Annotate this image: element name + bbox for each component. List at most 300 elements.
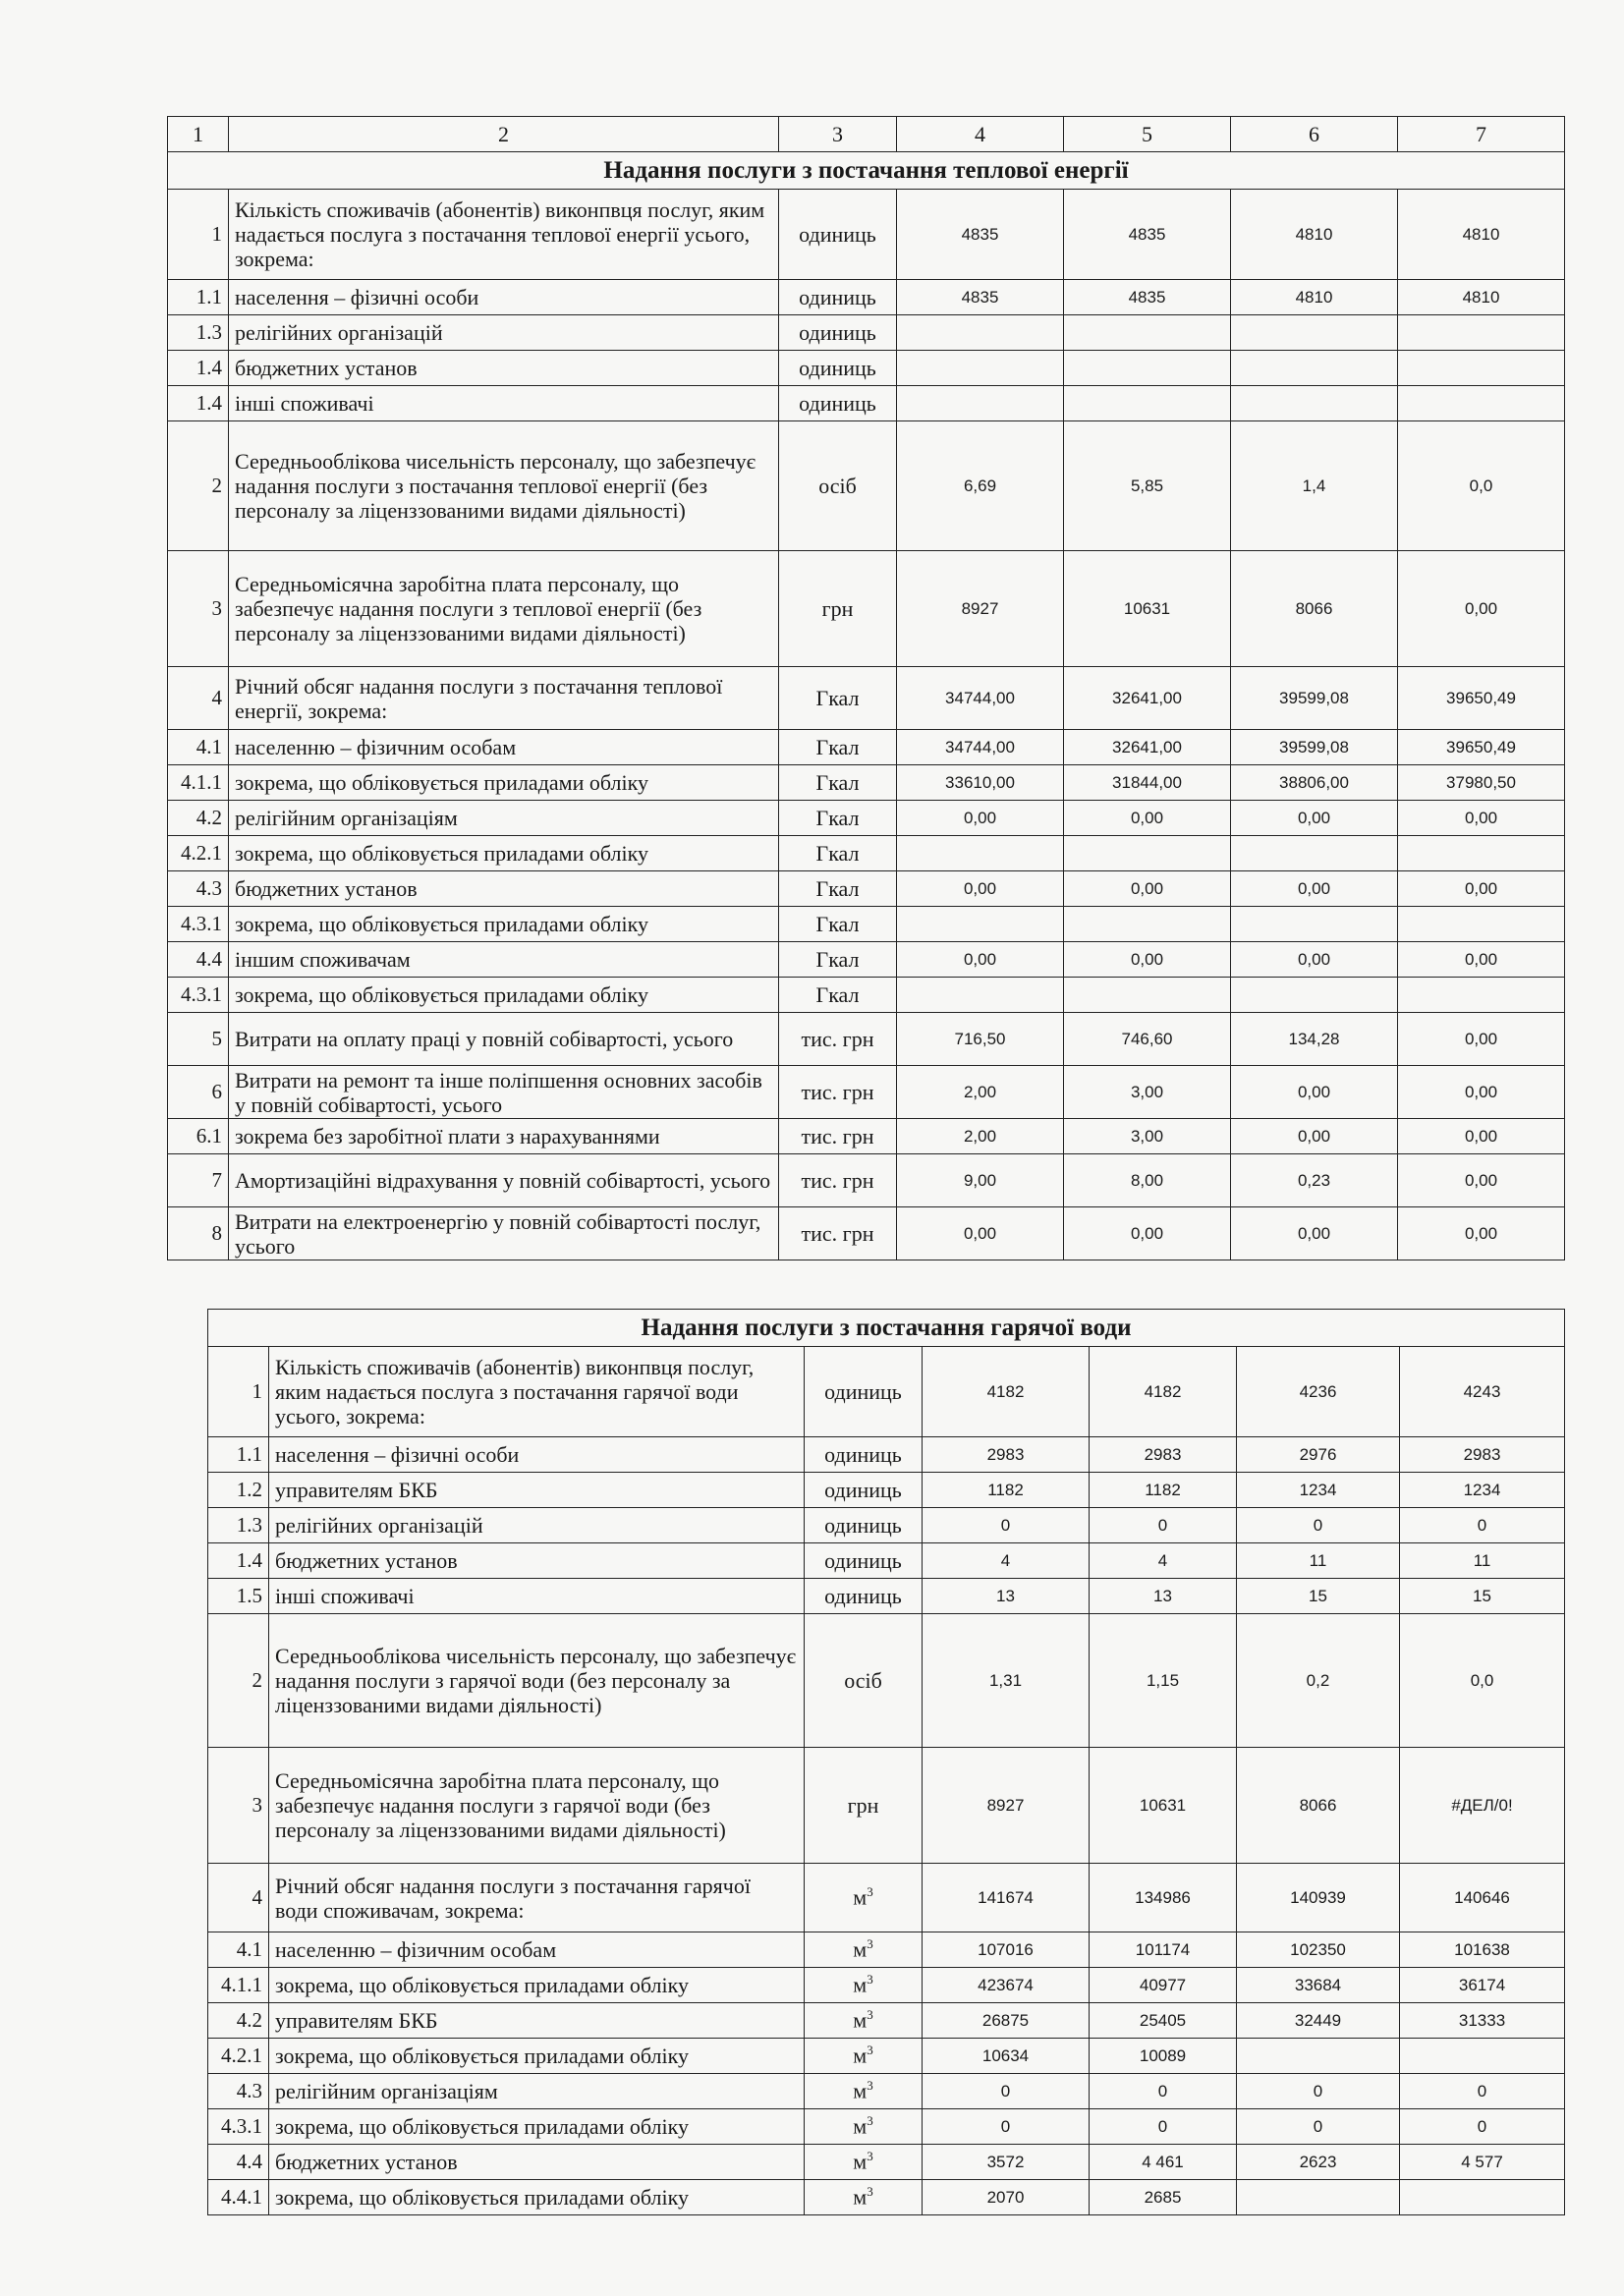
row-indicator-name: Витрати на ремонт та інше поліпшення основних засобів у повній собівартості, усього (229, 1066, 779, 1119)
value-col-4: 0 (923, 2109, 1090, 2145)
row-number: 6 (168, 1066, 229, 1119)
unit-text: м (853, 2043, 868, 2068)
value-col-6: 0 (1237, 1508, 1400, 1543)
unit-text: м (853, 2184, 868, 2210)
row-indicator-name: релігійним організаціям (229, 801, 779, 836)
row-unit: тис. грн (779, 1207, 897, 1260)
value-col-5: 0,00 (1064, 871, 1231, 907)
row-number: 5 (168, 1013, 229, 1066)
value-col-5 (1064, 386, 1231, 421)
value-col-7: 0,00 (1398, 1013, 1565, 1066)
row-indicator-name: релігійних організацій (269, 1508, 805, 1543)
value-col-6: 134,28 (1231, 1013, 1398, 1066)
row-number: 1.3 (208, 1508, 269, 1543)
value-col-7 (1398, 315, 1565, 351)
table-row (208, 2180, 1565, 2215)
row-unit (805, 2003, 923, 2039)
value-col-5: 4182 (1090, 1347, 1237, 1437)
value-col-5: 25405 (1090, 2003, 1237, 2039)
column-header: 7 (1398, 117, 1565, 152)
section-title-row (208, 1310, 1565, 1347)
table-row (208, 1864, 1565, 1932)
value-col-5 (1064, 836, 1231, 871)
value-col-6 (1231, 836, 1398, 871)
column-header: 2 (229, 117, 779, 152)
table-row (168, 871, 1565, 907)
row-unit (805, 2039, 923, 2074)
value-col-5: 0,00 (1064, 942, 1231, 978)
row-unit: одиниць (779, 280, 897, 315)
value-col-6: 102350 (1237, 1932, 1400, 1968)
value-col-6: 4236 (1237, 1347, 1400, 1437)
row-unit: тис. грн (779, 1066, 897, 1119)
row-number: 1.4 (168, 386, 229, 421)
value-col-4 (897, 836, 1064, 871)
value-col-6: 39599,08 (1231, 730, 1398, 765)
value-col-4: 4 (923, 1543, 1090, 1579)
table-row (168, 1154, 1565, 1207)
value-col-4: 2,00 (897, 1119, 1064, 1154)
unit-exponent: 3 (867, 2007, 873, 2023)
row-number: 4.1.1 (168, 765, 229, 801)
value-col-5: 4835 (1064, 280, 1231, 315)
row-unit: Гкал (779, 871, 897, 907)
table-row (168, 907, 1565, 942)
value-col-4: 4182 (923, 1347, 1090, 1437)
row-number: 1 (208, 1347, 269, 1437)
row-number: 4.2 (208, 2003, 269, 2039)
value-col-6: 0 (1237, 2074, 1400, 2109)
value-col-4: 4835 (897, 190, 1064, 280)
row-indicator-name: Витрати на електроенергію у повній собівартості послуг, усього (229, 1207, 779, 1260)
table-row (208, 1748, 1565, 1864)
value-col-5: 10089 (1090, 2039, 1237, 2074)
value-col-5: 0 (1090, 2109, 1237, 2145)
unit-text: м (853, 1972, 868, 1997)
row-indicator-name: іншим споживачам (229, 942, 779, 978)
value-col-4 (897, 907, 1064, 942)
table-row (168, 978, 1565, 1013)
row-unit: тис. грн (779, 1013, 897, 1066)
value-col-4: 34744,00 (897, 730, 1064, 765)
value-col-6: 0,00 (1231, 942, 1398, 978)
table-row (208, 2039, 1565, 2074)
unit-exponent: 3 (867, 2184, 873, 2200)
row-number: 1.4 (208, 1543, 269, 1579)
row-indicator-name: зокрема, що обліковується приладами обліку (229, 836, 779, 871)
value-col-6 (1237, 2039, 1400, 2074)
row-number: 4.2.1 (168, 836, 229, 871)
row-indicator-name: населення – фізичні особи (229, 280, 779, 315)
table-row (208, 1508, 1565, 1543)
row-unit: одиниць (805, 1473, 923, 1508)
value-col-6: 8066 (1231, 551, 1398, 667)
row-indicator-name: Річний обсяг надання послуги з постачання гарячої води споживачам, зокрема: (269, 1864, 805, 1932)
row-indicator-name: бюджетних установ (229, 871, 779, 907)
row-number: 6.1 (168, 1119, 229, 1154)
row-indicator-name: інші споживачі (269, 1579, 805, 1614)
value-col-7: 0,0 (1400, 1614, 1565, 1748)
value-col-7: 0,00 (1398, 551, 1565, 667)
value-col-6: 0 (1237, 2109, 1400, 2145)
column-header: 6 (1231, 117, 1398, 152)
row-unit: Гкал (779, 765, 897, 801)
row-number: 4.3.1 (168, 978, 229, 1013)
row-unit: Гкал (779, 907, 897, 942)
column-header: 5 (1064, 117, 1231, 152)
table-row (168, 190, 1565, 280)
value-col-5 (1064, 978, 1231, 1013)
value-col-7: 0 (1400, 1508, 1565, 1543)
value-col-4: 2,00 (897, 1066, 1064, 1119)
row-number: 4.3 (168, 871, 229, 907)
value-col-7: 0 (1400, 2109, 1565, 2145)
row-indicator-name: бюджетних установ (269, 2145, 805, 2180)
value-col-4: 2983 (923, 1437, 1090, 1473)
value-col-6 (1231, 386, 1398, 421)
row-indicator-name: Середньомісячна заробітна плата персоналу, що забезпечує надання послуги з теплової енергії (без персоналу за ліценззованими видами діяльності) (229, 551, 779, 667)
value-col-7: 37980,50 (1398, 765, 1565, 801)
row-number: 1.1 (168, 280, 229, 315)
value-col-6: 0,00 (1231, 801, 1398, 836)
value-col-5 (1064, 351, 1231, 386)
row-indicator-name: зокрема, що обліковується приладами обліку (229, 907, 779, 942)
column-header-row (168, 117, 1565, 152)
row-number: 2 (208, 1614, 269, 1748)
row-unit: одиниць (779, 386, 897, 421)
row-unit: тис. грн (779, 1119, 897, 1154)
row-unit: одиниць (779, 190, 897, 280)
row-indicator-name: населення – фізичні особи (269, 1437, 805, 1473)
row-indicator-name: Кількість споживачів (абонентів) виконпвця послуг, яким надається послуга з постачання гарячої води усього, зокрема: (269, 1347, 805, 1437)
value-col-5 (1064, 907, 1231, 942)
value-col-7: 0,00 (1398, 1066, 1565, 1119)
value-col-7: 140646 (1400, 1864, 1565, 1932)
value-col-6: 2976 (1237, 1437, 1400, 1473)
row-number: 4.4.1 (208, 2180, 269, 2215)
value-col-4: 9,00 (897, 1154, 1064, 1207)
row-unit: Гкал (779, 730, 897, 765)
value-col-4: 4835 (897, 280, 1064, 315)
value-col-4: 107016 (923, 1932, 1090, 1968)
table-row (208, 2145, 1565, 2180)
row-number: 4.3.1 (208, 2109, 269, 2145)
row-unit: одиниць (805, 1508, 923, 1543)
row-number: 4.3.1 (168, 907, 229, 942)
table-row (208, 1437, 1565, 1473)
value-col-4: 423674 (923, 1968, 1090, 2003)
value-col-7: 31333 (1400, 2003, 1565, 2039)
value-col-6: 0,00 (1231, 1119, 1398, 1154)
table-row (168, 836, 1565, 871)
value-col-4: 26875 (923, 2003, 1090, 2039)
table-row (168, 730, 1565, 765)
value-col-6: 4810 (1231, 280, 1398, 315)
table-row (208, 1614, 1565, 1748)
row-number: 4 (208, 1864, 269, 1932)
table-row (168, 1066, 1565, 1119)
unit-exponent: 3 (867, 1884, 873, 1900)
table-row (208, 1968, 1565, 2003)
table-row (168, 315, 1565, 351)
value-col-4: 141674 (923, 1864, 1090, 1932)
section-title: Надання послуги з постачання теплової енергії (168, 152, 1565, 190)
value-col-4: 0,00 (897, 871, 1064, 907)
value-col-6: 0,23 (1231, 1154, 1398, 1207)
value-col-4: 0 (923, 2074, 1090, 2109)
value-col-7 (1398, 907, 1565, 942)
row-number: 1.5 (208, 1579, 269, 1614)
section-title-row (168, 152, 1565, 190)
column-header: 1 (168, 117, 229, 152)
value-col-4: 13 (923, 1579, 1090, 1614)
row-indicator-name: бюджетних установ (269, 1543, 805, 1579)
value-col-5: 10631 (1064, 551, 1231, 667)
row-indicator-name: Амортизаційні відрахування у повній собівартості, усього (229, 1154, 779, 1207)
value-col-5: 32641,00 (1064, 730, 1231, 765)
row-indicator-name: релігійним організаціям (269, 2074, 805, 2109)
value-col-7: 4243 (1400, 1347, 1565, 1437)
row-indicator-name: Річний обсяг надання послуги з постачання теплової енергії, зокрема: (229, 667, 779, 730)
value-col-7: 39650,49 (1398, 730, 1565, 765)
row-indicator-name: зокрема, що обліковується приладами обліку (229, 978, 779, 1013)
value-col-5: 4 (1090, 1543, 1237, 1579)
row-unit: Гкал (779, 978, 897, 1013)
table-row (208, 1473, 1565, 1508)
value-col-5: 101174 (1090, 1932, 1237, 1968)
value-col-4: 33610,00 (897, 765, 1064, 801)
row-unit: одиниць (805, 1543, 923, 1579)
row-indicator-name: Середньомісячна заробітна плата персоналу, що забезпечує надання послуги з гарячої води (без персоналу за ліценззованими видами діяльності) (269, 1748, 805, 1864)
value-col-6: 1,4 (1231, 421, 1398, 551)
row-indicator-name: управителям БКБ (269, 1473, 805, 1508)
hot-water-table (207, 1309, 1565, 2215)
value-col-6: 0,00 (1231, 1207, 1398, 1260)
value-col-7: 1234 (1400, 1473, 1565, 1508)
row-unit: осіб (779, 421, 897, 551)
table-row (208, 2003, 1565, 2039)
row-unit: одиниць (805, 1437, 923, 1473)
table-row (168, 942, 1565, 978)
row-indicator-name: Кількість споживачів (абонентів) виконпвця послуг, яким надається послуга з постачання теплової енергії усього, зокрема: (229, 190, 779, 280)
column-header: 3 (779, 117, 897, 152)
unit-text: м (853, 2149, 868, 2174)
value-col-5: 5,85 (1064, 421, 1231, 551)
row-indicator-name: управителям БКБ (269, 2003, 805, 2039)
value-col-6 (1231, 351, 1398, 386)
value-col-5: 2983 (1090, 1437, 1237, 1473)
value-col-6: 15 (1237, 1579, 1400, 1614)
row-unit (805, 1968, 923, 2003)
unit-text: м (853, 2007, 868, 2033)
unit-text: м (853, 2113, 868, 2139)
value-col-7: 36174 (1400, 1968, 1565, 2003)
row-unit: одиниць (779, 351, 897, 386)
unit-exponent: 3 (867, 2078, 873, 2094)
value-col-6 (1231, 907, 1398, 942)
table-row (208, 2074, 1565, 2109)
row-unit: грн (779, 551, 897, 667)
value-col-5: 4 461 (1090, 2145, 1237, 2180)
value-col-4: 8927 (923, 1748, 1090, 1864)
row-indicator-name: зокрема, що обліковується приладами обліку (229, 765, 779, 801)
value-col-5: 4835 (1064, 190, 1231, 280)
row-number: 8 (168, 1207, 229, 1260)
value-col-7 (1400, 2180, 1565, 2215)
row-number: 3 (168, 551, 229, 667)
value-col-5: 8,00 (1064, 1154, 1231, 1207)
value-col-4: 2070 (923, 2180, 1090, 2215)
unit-text: м (853, 1884, 868, 1910)
value-col-7: 2983 (1400, 1437, 1565, 1473)
value-col-6: 8066 (1237, 1748, 1400, 1864)
unit-text: м (853, 1936, 868, 1962)
value-col-6 (1231, 978, 1398, 1013)
table-row (168, 667, 1565, 730)
table-row (168, 1119, 1565, 1154)
row-number: 7 (168, 1154, 229, 1207)
row-indicator-name: населенню – фізичним особам (229, 730, 779, 765)
table-row (168, 386, 1565, 421)
value-col-5: 1182 (1090, 1473, 1237, 1508)
value-col-6 (1231, 315, 1398, 351)
value-col-6: 0,2 (1237, 1614, 1400, 1748)
value-col-6: 1234 (1237, 1473, 1400, 1508)
table-row (168, 801, 1565, 836)
row-number: 4.1.1 (208, 1968, 269, 2003)
table-row (208, 2109, 1565, 2145)
value-col-7: 0,00 (1398, 1154, 1565, 1207)
row-indicator-name: зокрема, що обліковується приладами обліку (269, 2039, 805, 2074)
table-row (168, 421, 1565, 551)
row-indicator-name: зокрема, що обліковується приладами обліку (269, 1968, 805, 2003)
section-title: Надання послуги з постачання гарячої води (208, 1310, 1565, 1347)
value-col-7: 4 577 (1400, 2145, 1565, 2180)
value-col-7: 4810 (1398, 280, 1565, 315)
row-number: 4.4 (168, 942, 229, 978)
value-col-7: 0,00 (1398, 942, 1565, 978)
value-col-4 (897, 351, 1064, 386)
row-unit: одиниць (805, 1579, 923, 1614)
row-unit: грн (805, 1748, 923, 1864)
row-number: 3 (208, 1748, 269, 1864)
table-row (168, 765, 1565, 801)
value-col-4 (897, 386, 1064, 421)
value-col-6: 2623 (1237, 2145, 1400, 2180)
row-unit: Гкал (779, 801, 897, 836)
value-col-7: 0,00 (1398, 1119, 1565, 1154)
row-indicator-name: Витрати на оплату праці у повній собівартості, усього (229, 1013, 779, 1066)
value-col-5: 0 (1090, 2074, 1237, 2109)
value-col-7 (1398, 386, 1565, 421)
value-col-5: 0,00 (1064, 1207, 1231, 1260)
value-col-6: 33684 (1237, 1968, 1400, 2003)
value-col-5: 32641,00 (1064, 667, 1231, 730)
value-col-4 (897, 978, 1064, 1013)
row-indicator-name: релігійних організацій (229, 315, 779, 351)
value-col-7: 0,00 (1398, 801, 1565, 836)
value-col-6 (1237, 2180, 1400, 2215)
row-indicator-name: бюджетних установ (229, 351, 779, 386)
row-number: 4.2 (168, 801, 229, 836)
value-col-6: 38806,00 (1231, 765, 1398, 801)
value-col-7: 39650,49 (1398, 667, 1565, 730)
row-indicator-name: зокрема, що обліковується приладами обліку (269, 2180, 805, 2215)
table-row (208, 1543, 1565, 1579)
row-indicator-name: Середньооблікова чисельність персоналу, що забезпечує надання послуги з гарячої води (без персоналу за ліценззованими видами діяльності) (269, 1614, 805, 1748)
row-number: 1.3 (168, 315, 229, 351)
value-col-6: 11 (1237, 1543, 1400, 1579)
row-number: 1.2 (208, 1473, 269, 1508)
row-number: 4.1 (168, 730, 229, 765)
row-number: 1.1 (208, 1437, 269, 1473)
value-col-6: 39599,08 (1231, 667, 1398, 730)
value-col-7 (1398, 978, 1565, 1013)
value-col-7 (1398, 836, 1565, 871)
value-col-6: 32449 (1237, 2003, 1400, 2039)
unit-exponent: 3 (867, 2043, 873, 2058)
row-number: 4.1 (208, 1932, 269, 1968)
table-row (168, 351, 1565, 386)
value-col-4: 1182 (923, 1473, 1090, 1508)
value-col-7: 15 (1400, 1579, 1565, 1614)
row-number: 4 (168, 667, 229, 730)
value-col-4: 3572 (923, 2145, 1090, 2180)
value-col-7: 4810 (1398, 190, 1565, 280)
row-indicator-name: населенню – фізичним особам (269, 1932, 805, 1968)
value-col-4: 0,00 (897, 942, 1064, 978)
table-row (208, 1347, 1565, 1437)
value-col-5: 40977 (1090, 1968, 1237, 2003)
value-col-7 (1400, 2039, 1565, 2074)
value-col-5: 0 (1090, 1508, 1237, 1543)
value-col-6: 140939 (1237, 1864, 1400, 1932)
row-unit (805, 2109, 923, 2145)
row-unit: Гкал (779, 667, 897, 730)
value-col-4: 0,00 (897, 801, 1064, 836)
value-col-7: 0 (1400, 2074, 1565, 2109)
value-col-5 (1064, 315, 1231, 351)
row-unit: одиниць (805, 1347, 923, 1437)
row-number: 4.4 (208, 2145, 269, 2180)
value-col-7 (1398, 351, 1565, 386)
table-row (168, 1207, 1565, 1260)
table-row (208, 1579, 1565, 1614)
row-indicator-name: Середньооблікова чисельність персоналу, що забезпечує надання послуги з постачання теплової енергії (без персоналу за ліценззованими видами діяльності) (229, 421, 779, 551)
row-unit (805, 2180, 923, 2215)
value-col-4: 0,00 (897, 1207, 1064, 1260)
table-row (168, 1013, 1565, 1066)
table-row (168, 551, 1565, 667)
value-col-6: 0,00 (1231, 871, 1398, 907)
row-unit (805, 1932, 923, 1968)
unit-exponent: 3 (867, 2113, 873, 2129)
row-unit (805, 2074, 923, 2109)
unit-exponent: 3 (867, 2149, 873, 2164)
row-indicator-name: зокрема, що обліковується приладами обліку (269, 2109, 805, 2145)
value-col-4 (897, 315, 1064, 351)
value-col-7: 11 (1400, 1543, 1565, 1579)
unit-text: м (853, 2078, 868, 2103)
value-col-7: 0,0 (1398, 421, 1565, 551)
value-col-5: 3,00 (1064, 1119, 1231, 1154)
value-col-7: 101638 (1400, 1932, 1565, 1968)
row-unit (805, 1864, 923, 1932)
value-col-4: 716,50 (897, 1013, 1064, 1066)
heat-supply-table (167, 116, 1565, 1260)
row-indicator-name: інші споживачі (229, 386, 779, 421)
row-unit: тис. грн (779, 1154, 897, 1207)
